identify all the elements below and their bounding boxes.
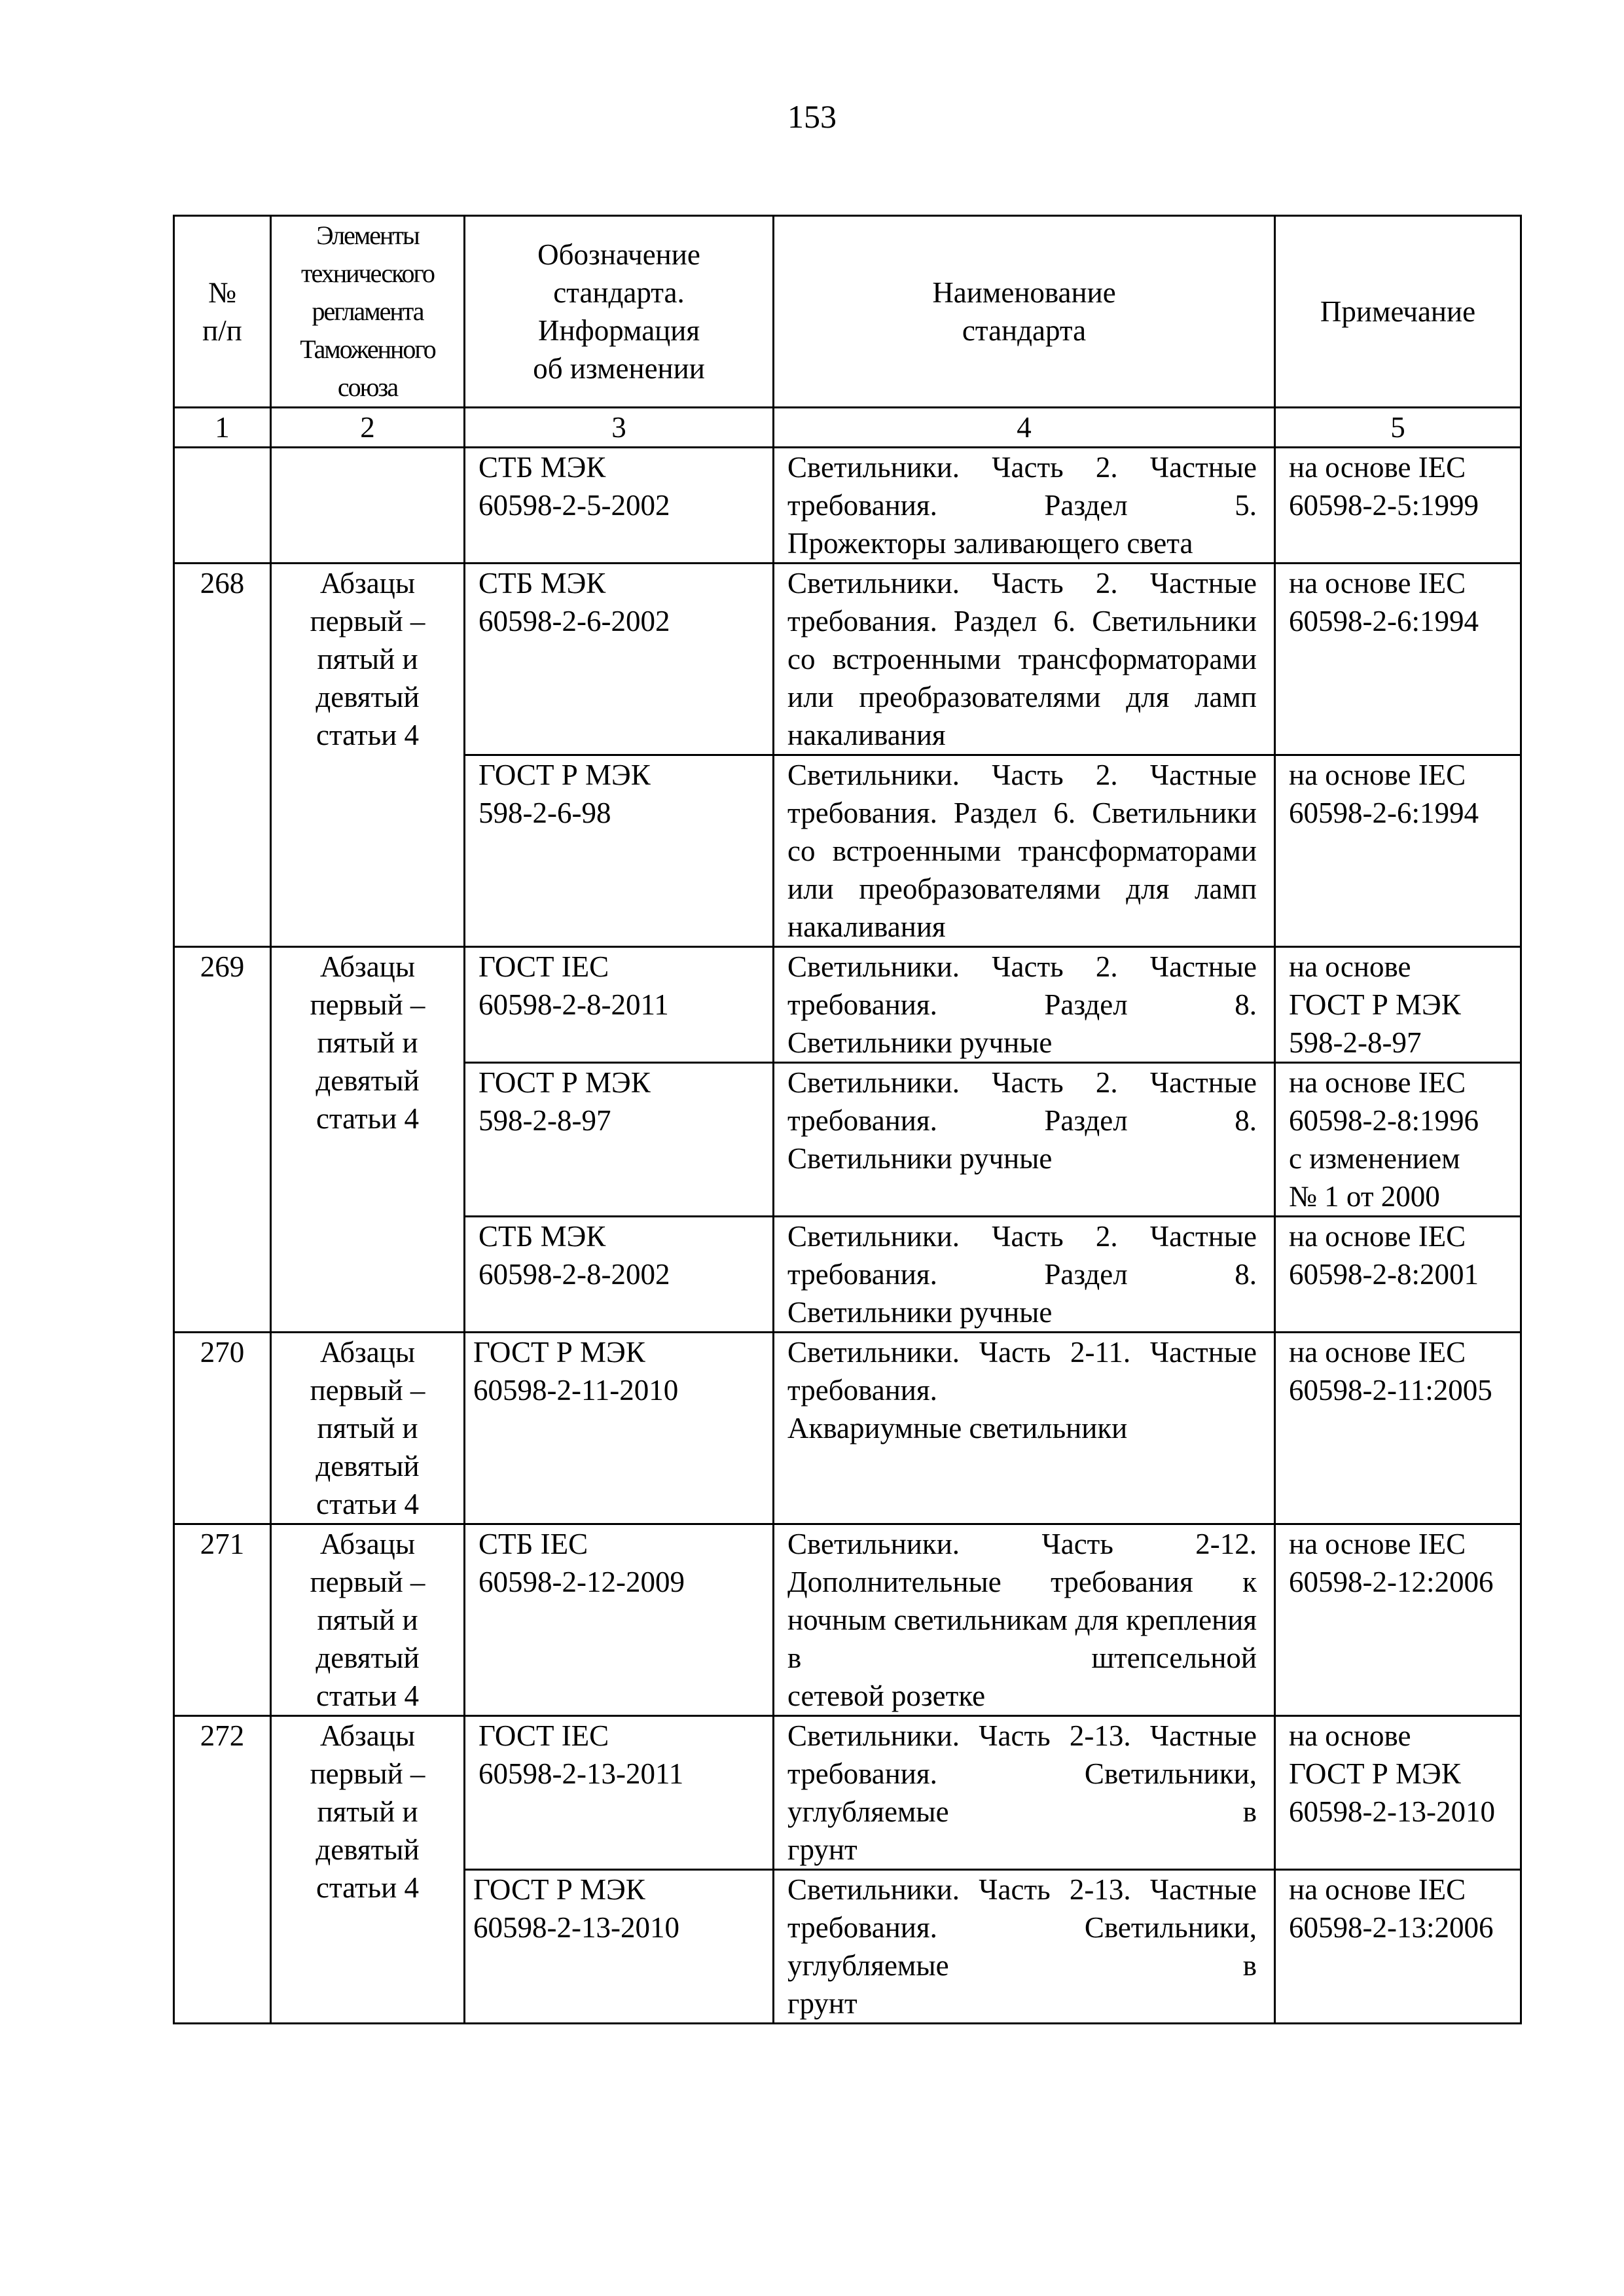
- standard-code: СТБ МЭК 60598-2-5-2002: [465, 448, 774, 564]
- standard-code: ГОСТ IEC 60598-2-13-2011: [465, 1716, 774, 1870]
- regulation-elements: Абзацы первый – пятый и девятый статьи 4: [271, 1716, 465, 2024]
- column-number-row: [174, 408, 1521, 448]
- standard-code: ГОСТ Р МЭК 60598-2-11-2010: [465, 1333, 774, 1524]
- standard-name: Светильники. Часть 2-12. Дополнительные требования к ночным светильникам для крепления в штепсельной сетевой розетке: [774, 1524, 1275, 1716]
- row-number: 269: [174, 947, 271, 1333]
- standard-note: на основе IEC 60598-2-13:2006: [1275, 1870, 1521, 2024]
- row-number: 271: [174, 1524, 271, 1716]
- column-number: 2: [271, 408, 465, 448]
- header-number: № п/п: [174, 216, 271, 408]
- regulation-elements: Абзацы первый – пятый и девятый статьи 4: [271, 1524, 465, 1716]
- standard-note: на основе IEC 60598-2-11:2005: [1275, 1333, 1521, 1524]
- standard-name: Светильники. Часть 2. Частные требования. Раздел 8. Светильники ручные: [774, 1217, 1275, 1333]
- standard-name: Светильники. Часть 2. Частные требования. Раздел 8. Светильники ручные: [774, 1063, 1275, 1217]
- regulation-elements: Абзацы первый – пятый и девятый статьи 4: [271, 564, 465, 947]
- standard-note: на основе IEC 60598-2-12:2006: [1275, 1524, 1521, 1716]
- page-number: 153: [787, 98, 837, 135]
- standard-note: на основе IEC 60598-2-8:1996 с изменением № 1 от 2000: [1275, 1063, 1521, 1217]
- row-number: 272: [174, 1716, 271, 2024]
- standard-note: на основе IEC 60598-2-8:2001: [1275, 1217, 1521, 1333]
- table-row: [174, 1524, 1521, 1716]
- standard-note: на основе IEC 60598-2-6:1994: [1275, 564, 1521, 755]
- table-row: [174, 564, 1521, 755]
- standard-note: на основе ГОСТ Р МЭК 598-2-8-97: [1275, 947, 1521, 1063]
- table-row: [174, 1716, 1521, 1870]
- standard-code: ГОСТ Р МЭК 598-2-6-98: [465, 755, 774, 947]
- column-number: 5: [1275, 408, 1521, 448]
- standard-note: на основе ГОСТ Р МЭК 60598-2-13-2010: [1275, 1716, 1521, 1870]
- standard-code: ГОСТ IEC 60598-2-8-2011: [465, 947, 774, 1063]
- regulation-elements: [271, 448, 465, 564]
- standard-name: Светильники. Часть 2. Частные требования. Раздел 6. Светильники со встроенными трансформаторами или преобразователями для ламп накаливания: [774, 564, 1275, 755]
- column-number: 1: [174, 408, 271, 448]
- standard-code: СТБ МЭК 60598-2-6-2002: [465, 564, 774, 755]
- regulation-elements: Абзацы первый – пятый и девятый статьи 4: [271, 947, 465, 1333]
- standard-code: СТБ МЭК 60598-2-8-2002: [465, 1217, 774, 1333]
- column-number: 4: [774, 408, 1275, 448]
- standard-name: Светильники. Часть 2. Частные требования. Раздел 6. Светильники со встроенными трансформаторами или преобразователями для ламп накаливания: [774, 755, 1275, 947]
- standard-code: СТБ IEC 60598-2-12-2009: [465, 1524, 774, 1716]
- standard-name: Светильники. Часть 2. Частные требования. Раздел 8. Светильники ручные: [774, 947, 1275, 1063]
- standard-note: на основе IEC 60598-2-5:1999: [1275, 448, 1521, 564]
- table-row: [174, 1333, 1521, 1524]
- standard-code: ГОСТ Р МЭК 60598-2-13-2010: [465, 1870, 774, 2024]
- row-number: [174, 448, 271, 564]
- table-row: [174, 947, 1521, 1063]
- standard-name: Светильники. Часть 2. Частные требования. Раздел 5. Прожекторы заливающего света: [774, 448, 1275, 564]
- standard-name: Светильники. Часть 2-13. Частные требования. Светильники, углубляемые в грунт: [774, 1716, 1275, 1870]
- header-elements: Элементы технического регламента Таможенного союза: [271, 216, 465, 408]
- standard-name: Светильники. Часть 2-13. Частные требования. Светильники, углубляемые в грунт: [774, 1870, 1275, 2024]
- regulation-elements: Абзацы первый – пятый и девятый статьи 4: [271, 1333, 465, 1524]
- column-number: 3: [465, 408, 774, 448]
- standard-code: ГОСТ Р МЭК 598-2-8-97: [465, 1063, 774, 1217]
- header-name: Наименование стандарта: [774, 216, 1275, 408]
- row-number: 270: [174, 1333, 271, 1524]
- row-number: 268: [174, 564, 271, 947]
- header-row: [174, 216, 1521, 408]
- standard-note: на основе IEC 60598-2-6:1994: [1275, 755, 1521, 947]
- standards-table: [173, 215, 1522, 2024]
- standard-name: Светильники. Часть 2-11. Частные требования. Аквариумные светильники: [774, 1333, 1275, 1524]
- header-note: Примечание: [1275, 216, 1521, 408]
- header-designation: Обозначение стандарта. Информация об изменении: [465, 216, 774, 408]
- table-row: [174, 448, 1521, 564]
